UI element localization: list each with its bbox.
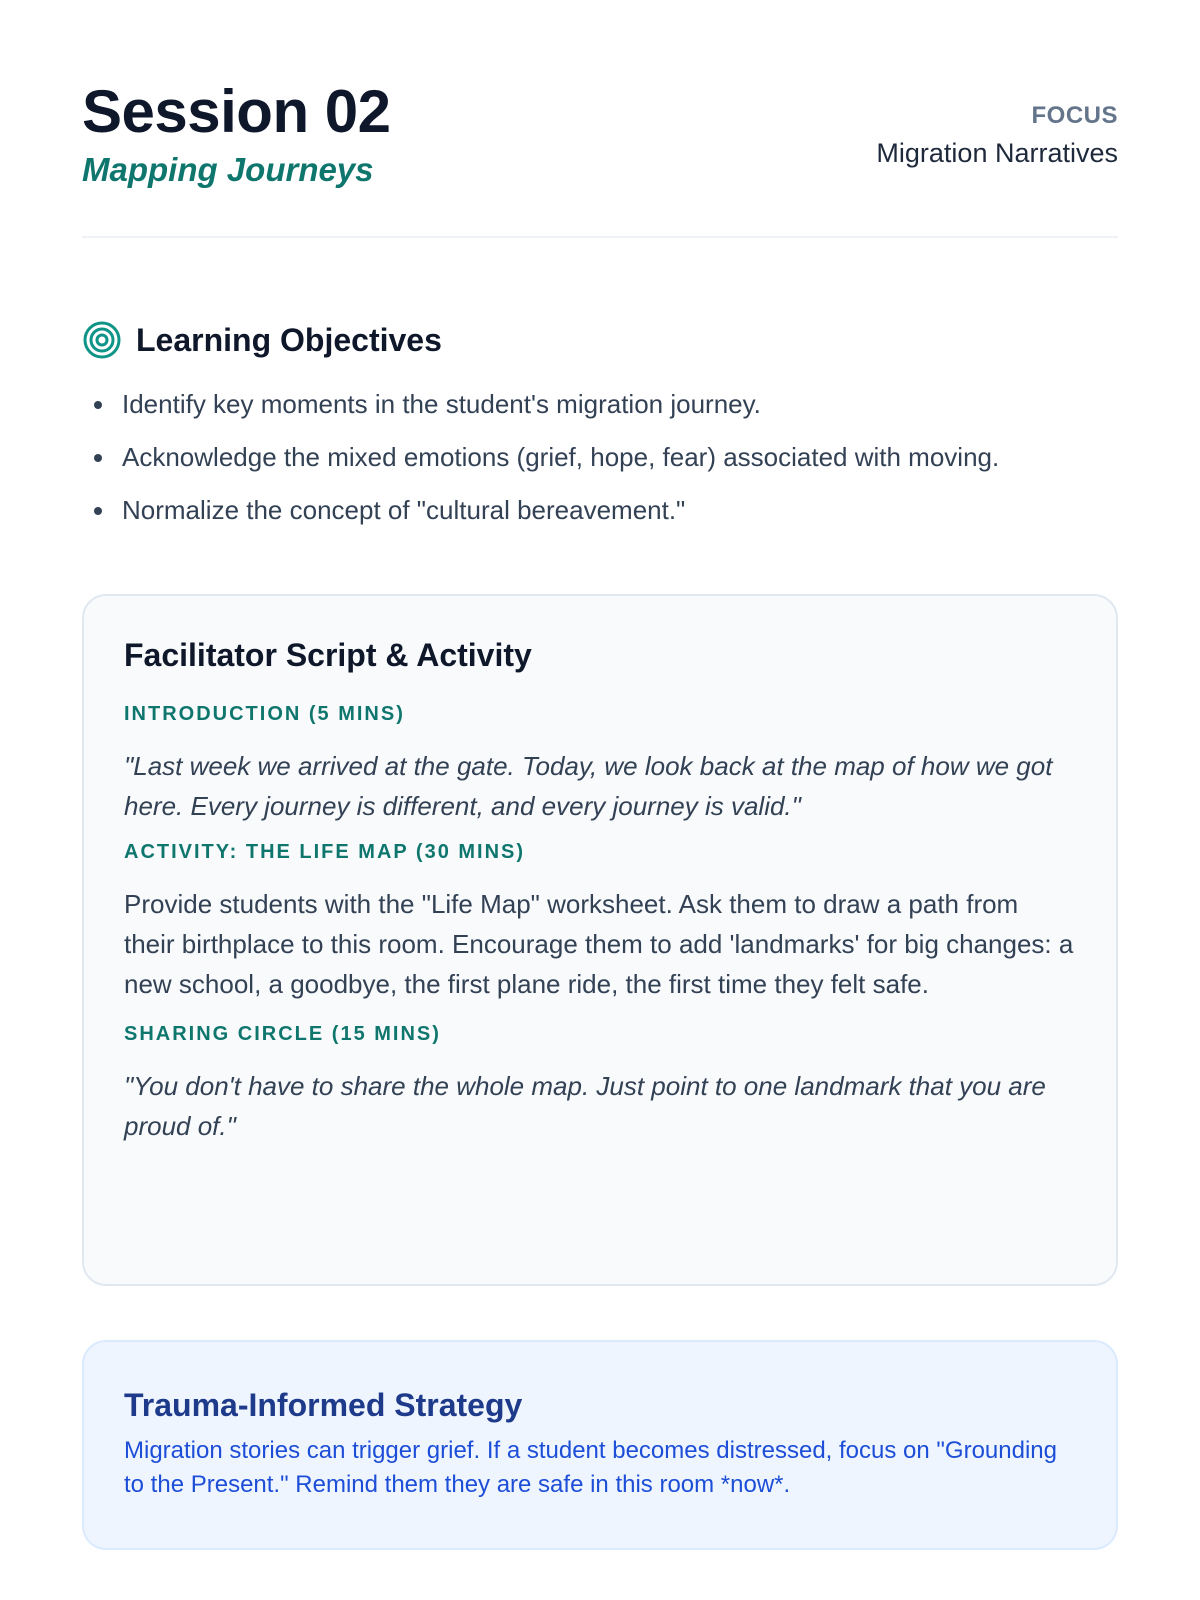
objectives-list: [82, 386, 1118, 528]
focus-value: Migration Narratives: [876, 138, 1118, 168]
focus-label: FOCUS: [1031, 102, 1118, 129]
session-header: [82, 76, 1118, 238]
objective-item: Identify key moments in the student's migration journey.: [94, 386, 1118, 422]
objective-item: Acknowledge the mixed emotions (grief, hope, fear) associated with moving.: [94, 439, 1118, 475]
sharing-circle-quote: "You don't have to share the whole map. Just point to one landmark that you are proud of.": [124, 1071, 1046, 1142]
learning-objectives-section: [82, 318, 1118, 545]
introduction-label: INTRODUCTION (5 MINS): [124, 703, 405, 726]
activity-text: Provide students with the "Life Map" worksheet. Ask them to draw a path from their birthplace to this room. Encourage them to add 'landmarks' for big changes: a new school, a goodbye, the first plane ride, the first time they felt safe.: [124, 889, 1074, 1000]
activity-label: ACTIVITY: THE LIFE MAP (30 MINS): [124, 841, 526, 864]
trauma-informed-strategy-callout: [82, 1340, 1118, 1550]
page-title: Session 02: [82, 78, 391, 145]
facilitator-script-card: [82, 594, 1118, 1286]
target-icon: [82, 320, 122, 360]
script-card-title: Facilitator Script & Activity: [124, 637, 532, 673]
objective-item: Normalize the concept of "cultural bereavement.": [94, 492, 1118, 528]
sharing-circle-label: SHARING CIRCLE (15 MINS): [124, 1023, 441, 1046]
objectives-heading: [82, 318, 1118, 362]
page-subtitle: Mapping Journeys: [82, 151, 374, 188]
introduction-quote: "Last week we arrived at the gate. Today, we look back at the map of how we got here. Every journey is different, and every journey is valid.": [124, 751, 1053, 822]
strategy-title: Trauma-Informed Strategy: [124, 1387, 523, 1423]
strategy-text: Migration stories can trigger grief. If a student becomes distressed, focus on "Grounding to the Present." Remind them they are safe in this room *now*.: [124, 1437, 1057, 1499]
objectives-heading-text: Learning Objectives: [136, 321, 442, 358]
